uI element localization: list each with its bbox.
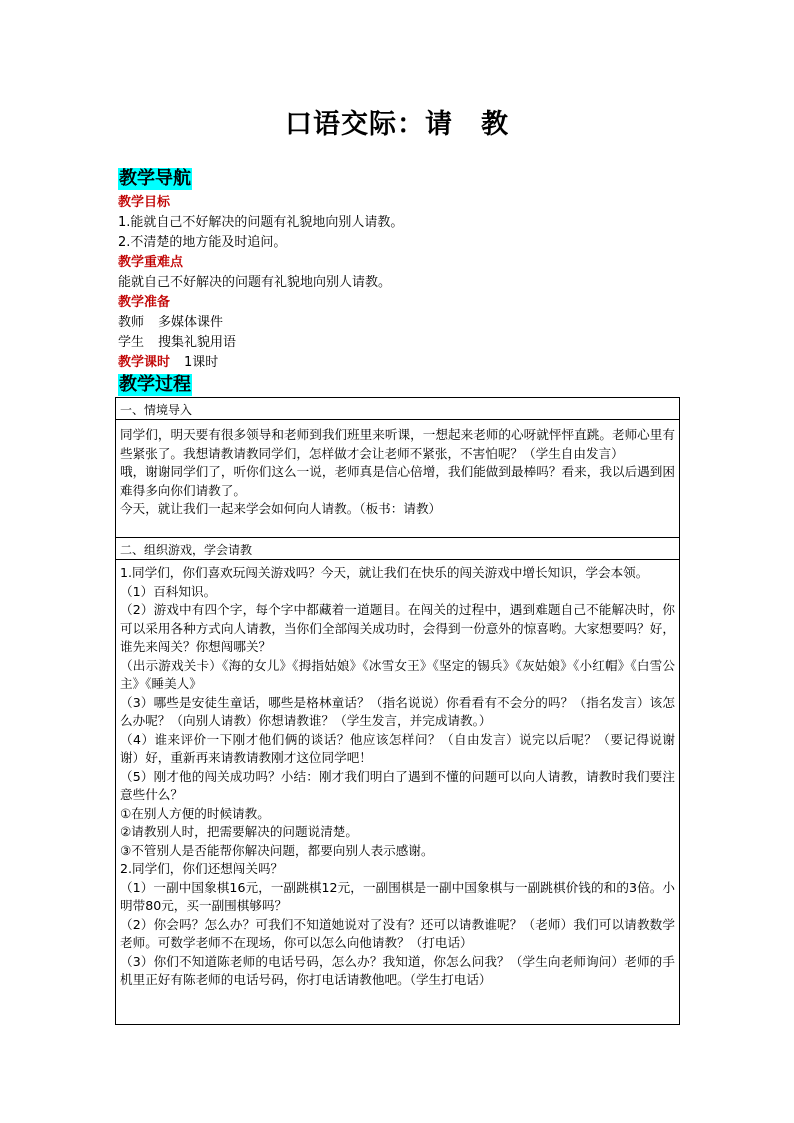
preparation-role: 学生 [118,335,145,350]
preparation-material: 搜集礼貌用语 [158,335,237,350]
preparation-role: 教师 [118,315,145,330]
section-content-row [116,420,679,538]
paragraph: 今天，就让我们一起来学会如何向人请教。（板书：请教） [120,501,442,516]
paragraph: 2.同学们，你们还想闯关吗？ [120,861,284,876]
class-hours-value: 1课时 [184,355,219,370]
teaching-process-heading: 教学过程 [119,374,191,395]
teaching-nav-section [118,193,678,373]
section-content-row [116,560,679,990]
paragraph: （3）哪些是安徒生童话，哪些是格林童话？（指名说说）你看看有不会分的吗？（指名发言）该怎么办呢？（向别人请教）你想请教谁？（学生发言，并完成请教。） [120,694,675,728]
preparation-item [118,313,678,333]
page-title: 口语交际：请 教 [285,109,509,140]
paragraph: 1.同学们，你们喜欢玩闯关游戏吗？今天，就让我们在快乐的闯关游戏中增长知识，学会本领。 [120,565,649,580]
goal-label: 教学目标 [118,195,171,210]
teaching-process-table [115,397,680,1025]
section-title-row [116,398,679,420]
section-title: 一、情境导入 [120,403,193,417]
paragraph: ②请教别人时，把需要解决的问题说清楚。 [120,824,358,839]
paragraph: 同学们，明天要有很多领导和老师到我们班里来听课，一想起来老师的心呀就怦怦直跳。老师心里有些紧张了。我想请教请教同学们，怎样做才会让老师不紧张，不害怕呢？（学生自由发言） [120,427,675,461]
goal-item: 2.不清楚的地方能及时追问。 [118,235,287,250]
paragraph: （出示游戏关卡）《海的女儿》《拇指姑娘》《冰雪女王》《坚定的锡兵》《灰姑娘》《小红帽》《白雪公主》《睡美人》 [120,657,675,691]
key-points-text: 能就自己不好解决的问题有礼貌地向别人请教。 [118,275,392,290]
section-title: 二、组织游戏，学会请教 [120,543,253,557]
paragraph: （5）刚才他的闯关成功吗？小结：刚才我们明白了遇到不懂的问题可以向人请教，请教时我们要注意些什么？ [120,768,675,802]
preparation-material: 多媒体课件 [158,315,224,330]
goal-item: 1.能就自己不好解决的问题有礼貌地向别人请教。 [118,215,404,230]
paragraph: （2）游戏中有四个字，每个字中都藏着一道题目。在闯关的过程中，遇到难题自己不能解决时，你可以采用各种方式向人请教，当你们全部闯关成功时，会得到一份意外的惊喜哟。大家想要吗？好，谁先来闯关？你想闯哪关？ [120,602,675,654]
paragraph: ③不管别人是否能帮你解决问题，都要向别人表示感谢。 [120,842,434,858]
paragraph: （1）百科知识。 [120,583,217,599]
paragraph: （4）谁来评价一下刚才他们俩的谈话？他应该怎样问？（自由发言）说完以后呢？（要记得说谢谢）好，重新再来请教请教刚才这位同学吧！ [120,731,675,765]
teaching-nav-heading: 教学导航 [119,168,191,189]
paragraph: （3）你们不知道陈老师的电话号码，怎么办？我知道，你怎么问我？（学生向老师询问）老师的手机里正好有陈老师的电话号码，你打电话请教他吧。（学生打电话） [120,953,675,987]
paragraph: （2）你会吗？怎么办？可我们不知道她说对了没有？还可以请教谁呢？（老师）我们可以请教数学老师。可数学老师不在现场，你可以怎么向他请教？（打电话） [120,916,675,950]
paragraph: （1）一副中国象棋16元，一副跳棋12元，一副围棋是一副中国象棋与一副跳棋价钱的和的3倍。小明带80元，买一副围棋够吗？ [120,879,675,913]
paragraph: ①在别人方便的时候请教。 [120,805,270,821]
preparation-label: 教学准备 [118,295,171,310]
paragraph: 哦，谢谢同学们了，听你们这么一说，老师真是信心倍增，我们能做到最棒吗？看来，我以后遇到困难得多向你们请教了。 [120,464,675,498]
preparation-item [118,333,678,353]
section-title-row [116,538,679,560]
class-hours-line [118,353,678,373]
class-hours-label: 教学课时 [118,355,171,370]
key-points-label: 教学重难点 [118,255,184,270]
